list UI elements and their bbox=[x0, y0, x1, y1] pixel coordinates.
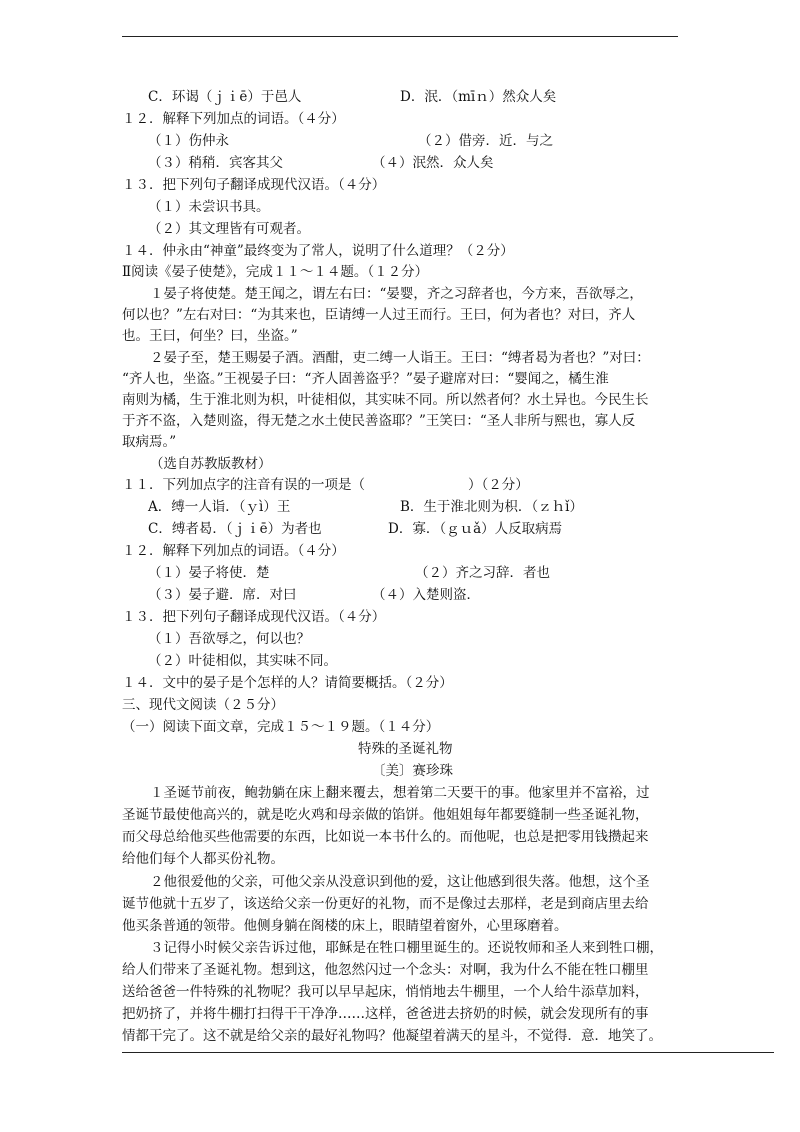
text-line: 取病焉。” bbox=[122, 434, 177, 450]
text-line: 把奶挤了，并将牛棚打扫得干干净净……这样，爸爸进去挤奶的时候，就会发现所有的事 bbox=[122, 1006, 649, 1022]
text-line: C．缚者曷．（ｊｉē）为者也 bbox=[148, 521, 322, 537]
text-line: 〔美〕赛珍珠 bbox=[372, 763, 453, 779]
text-line: ）（２分） bbox=[468, 477, 529, 493]
text-line: （４）泯然．众人矣 bbox=[372, 155, 494, 171]
footer-rule bbox=[122, 1052, 774, 1053]
text-line: C．环谒（ｊｉē）于邑人 bbox=[148, 89, 302, 105]
text-line: 给他们每个人都买份礼物。 bbox=[122, 851, 284, 867]
text-line: （３）晏子避．席．对曰 bbox=[148, 587, 297, 603]
text-line: １２．解释下列加点的词语。（４分） bbox=[122, 111, 345, 127]
text-line: Ⅱ阅读《晏子使楚》，完成１１～１４题。（１２分） bbox=[122, 264, 429, 280]
text-line: （选自苏教版教材） bbox=[150, 456, 272, 472]
text-line: （２）齐之习辞．者也 bbox=[415, 565, 550, 581]
text-line: D．泯．（mīｎ）然众人矣 bbox=[400, 89, 557, 105]
text-line: （一）阅读下面文章，完成１５～１９题。（１４分） bbox=[122, 719, 440, 735]
text-line: ２晏子至，楚王赐晏子酒。酒酣，吏二缚一人诣王。王曰：“缚者曷为者也？”对曰： bbox=[150, 350, 650, 366]
text-line: １晏子将使楚。楚王闻之，谓左右曰：“晏婴，齐之习辞者也，今方来，吾欲辱之， bbox=[150, 286, 643, 302]
text-line: ３记得小时候父亲告诉过他，耶稣是在牲口棚里诞生的。还说牧师和圣人来到牲口棚， bbox=[150, 940, 663, 956]
text-line: 而父母总给他买些他需要的东西，比如说一本书什么的。而他呢，也总是把零用钱攒起来 bbox=[122, 829, 649, 845]
text-line: 特殊的圣诞礼物 bbox=[358, 741, 453, 757]
text-line: ２他很爱他的父亲，可他父亲从没意识到他的爱，这让他感到很失落。他想，这个圣 bbox=[150, 874, 650, 890]
text-line: 何以也？”左右对曰：“为其来也，臣请缚一人过王而行。王曰，何为者也？对曰，齐人 bbox=[122, 307, 636, 323]
text-line: A．缚一人诣．（ｙì）王 bbox=[148, 499, 291, 515]
text-line: １１．下列加点字的注音有误的一项是（ bbox=[122, 477, 365, 493]
text-line: １４．仲永由“神童”最终变为了常人，说明了什么道理？（２分） bbox=[122, 243, 514, 259]
text-line: （３）稍稍．宾客其父 bbox=[148, 155, 283, 171]
header-rule bbox=[122, 36, 678, 37]
text-line: （１）伤仲永 bbox=[148, 133, 229, 149]
text-line: （１）晏子将使．楚 bbox=[148, 565, 270, 581]
text-line: 圣诞节最使他高兴的，就是吃火鸡和母亲做的馅饼。他姐姐每年都要缝制一些圣诞礼物， bbox=[122, 807, 649, 823]
text-line: １２．解释下列加点的词语。（４分） bbox=[122, 543, 345, 559]
text-line: （２）借旁．近．与之 bbox=[418, 133, 553, 149]
text-line: （４）入楚则盗． bbox=[372, 587, 480, 603]
text-line: 诞节他就十五岁了，该送给父亲一份更好的礼物，而不是像过去那样，老是到商店里去给 bbox=[122, 896, 649, 912]
text-line: 给人们带来了圣诞礼物。想到这，他忽然闪过一个念头：对啊，我为什么不能在牲口棚里 bbox=[122, 962, 649, 978]
text-line: （２）其文理皆有可观者。 bbox=[148, 221, 310, 237]
text-line: １４．文中的晏子是个怎样的人？请简要概括。（２分） bbox=[122, 675, 453, 691]
text-line: 他买条普通的领带。他侧身躺在阁楼的床上，眼睛望着窗外，心里琢磨着。 bbox=[122, 918, 568, 934]
text-line: B．生于淮北则为枳．（ｚｈǐ） bbox=[400, 499, 583, 515]
text-line: “齐人也，坐盗。”王视晏子曰：“齐人固善盗乎？”晏子避席对曰：“婴闻之，橘生淮 bbox=[122, 371, 609, 387]
text-line: （１）吾欲辱之，何以也？ bbox=[148, 631, 310, 647]
text-line: 送给爸爸一件特殊的礼物呢？我可以早早起床，悄悄地去牛棚里，一个人给牛添草加料， bbox=[122, 984, 649, 1000]
text-line: D．寡．（ｇｕǎ）人反取病焉 bbox=[388, 521, 563, 537]
text-line: （２）叶徒相似，其实味不同。 bbox=[148, 653, 337, 669]
text-line: １圣诞节前夜，鲍勃躺在床上翻来覆去，想着第二天要干的事。他家里并不富裕，过 bbox=[150, 785, 650, 801]
text-line: 情都干完了。这不就是给父亲的最好礼物吗？他凝望着满天的星斗，不觉得．意．地笑了。 bbox=[122, 1028, 662, 1044]
text-line: （１）未尝识书具。 bbox=[148, 199, 270, 215]
text-line: 也。王曰，何坐？曰，坐盗。” bbox=[122, 328, 298, 344]
text-line: 于齐不盗，入楚则盗，得无楚之水土使民善盗耶？”王笑曰：“圣人非所与熙也，寡人反 bbox=[122, 413, 636, 429]
text-line: 南则为橘，生于淮北则为枳，叶徒相似，其实味不同。所以然者何？水土异也。今民生长 bbox=[122, 392, 649, 408]
text-line: 三、现代文阅读（２５分） bbox=[122, 697, 284, 713]
text-line: １３．把下列句子翻译成现代汉语。（４分） bbox=[122, 609, 386, 625]
text-line: １３．把下列句子翻译成现代汉语。（４分） bbox=[122, 177, 386, 193]
